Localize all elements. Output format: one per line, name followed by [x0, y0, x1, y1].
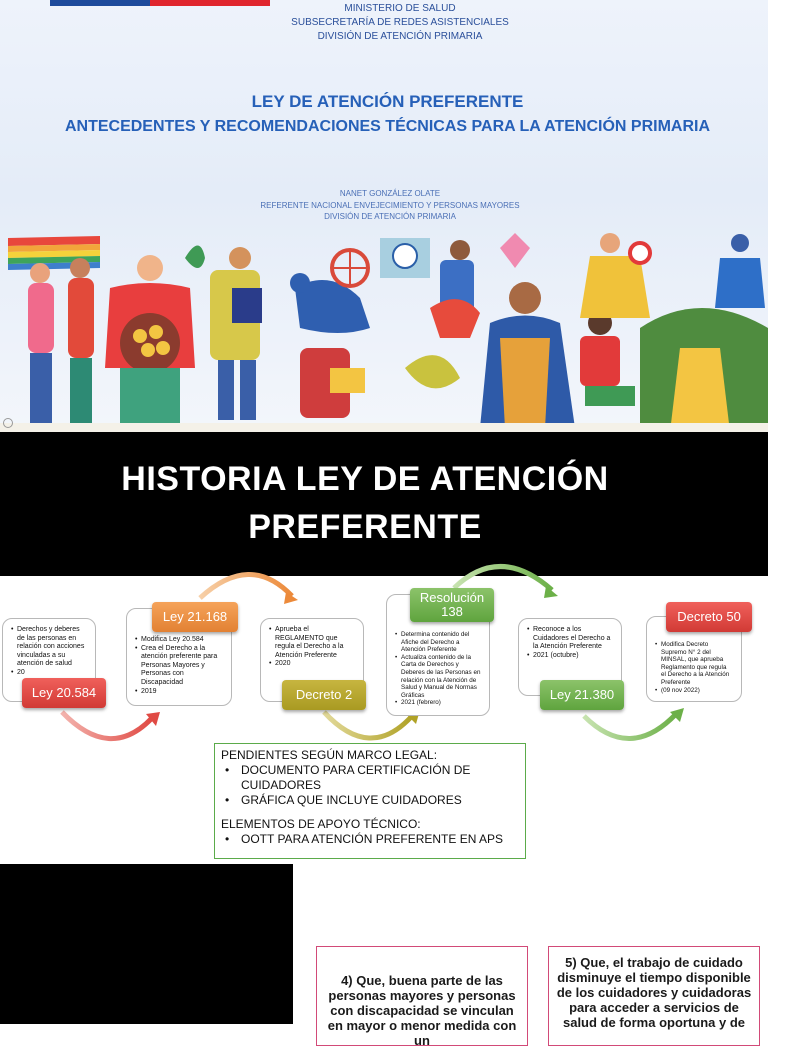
history-slide: [0, 432, 768, 864]
history-title-line2: PREFERENTE: [248, 508, 482, 546]
author-role: REFERENTE NACIONAL ENVEJECIMIENTO Y PERSONAS MAYORES: [260, 201, 520, 210]
division-name: DIVISIÓN DE ATENCIÓN PRIMARIA: [317, 31, 483, 42]
timeline-card-year: • 20: [11, 669, 87, 678]
tag-ley-21168: Ley 21.168: [152, 602, 238, 632]
author-division: DIVISIÓN DE ATENCIÓN PRIMARIA: [324, 212, 456, 221]
timeline-card-bullet: • Actualiza contenido de la Carta de Derechos y Deberes de las Personas en relación con la Atención de Salud y Manual de Normas Gráficas: [395, 654, 481, 700]
pending-item: • DOCUMENTO PARA CERTIFICACIÓN DE CUIDADORES: [221, 763, 519, 793]
consideration-box-5: 5) Que, el trabajo de cuidado disminuye el tiempo disponible de los cuidadores y cuidadoras para acceder a servicios de salud de forma oportuna y de: [548, 946, 760, 1046]
tag-decreto-2: Decreto 2: [282, 680, 366, 710]
tag-ley-21380: Ley 21.380: [540, 680, 624, 710]
people-illustration: [0, 228, 768, 432]
timeline-card-bullet: • Determina contenido del Afiche del Derecho a Atención Preferente: [395, 631, 481, 654]
ministry-name: MINISTERIO DE SALUD: [344, 3, 456, 14]
timeline-card-year: • (09 nov 2022): [655, 687, 733, 695]
title-slide: [0, 0, 768, 432]
timeline-card-bullet: • Derechos y deberes de las personas en relación con acciones vinculadas a su atención de salud: [11, 626, 87, 669]
timeline-card-year: • 2021 (octubre): [527, 652, 613, 661]
slide-subtitle: ANTECEDENTES Y RECOMENDACIONES TÉCNICAS PARA LA ATENCIÓN PRIMARIA: [64, 118, 711, 135]
timeline-card-year: • 2019: [135, 688, 223, 697]
support-heading: ELEMENTOS DE APOYO TÉCNICO:: [221, 817, 421, 831]
consideration-box-4: 4) Que, buena parte de las personas mayores y personas con discapacidad se vinculan en mayor o menor medida con un: [316, 946, 528, 1046]
tag-ley-20584: Ley 20.584: [22, 678, 106, 708]
timeline-card-year: • 2020: [269, 660, 355, 669]
pending-heading: PENDIENTES SEGÚN MARCO LEGAL:: [221, 748, 438, 762]
timeline-card-bullet: • Aprueba el REGLAMENTO que regula el Derecho a la Atención Preferente: [269, 626, 355, 660]
timeline-card-bullet: • Modifica Ley 20.584: [135, 636, 223, 645]
black-panel: [0, 864, 293, 1024]
tag-resolucion-138: Resolución 138: [410, 588, 494, 622]
slide-title: LEY DE ATENCIÓN PREFERENTE: [251, 92, 524, 111]
considerations-slide: [0, 864, 768, 1048]
pending-items-box: [214, 743, 526, 859]
history-title-line1: HISTORIA LEY DE ATENCIÓN: [121, 460, 609, 498]
tag-decreto-50: Decreto 50: [666, 602, 752, 632]
timeline-card-bullet: • Modifica Decreto Supremo N° 2 del MINSAL, que aprueba Reglamento que regula el Derecho a la Atención Preferente: [655, 641, 733, 687]
pending-item: • GRÁFICA QUE INCLUYE CUIDADORES: [221, 793, 519, 808]
slide-indicator-icon: [3, 418, 13, 428]
timeline-card-bullet: • Crea el Derecho a la atención preferente para Personas Mayores y Personas con Discapacidad: [135, 645, 223, 688]
support-item: • OOTT PARA ATENCIÓN PREFERENTE EN APS: [221, 832, 519, 847]
subsecretariat-name: SUBSECRETARÍA DE REDES ASISTENCIALES: [291, 17, 509, 28]
timeline-card-year: • 2021 (febrero): [395, 699, 481, 707]
timeline-card-bullet: • Reconoce a los Cuidadores el Derecho a la Atención Preferente: [527, 626, 613, 652]
author-name: NANET GONZÁLEZ OLATE: [339, 189, 441, 198]
